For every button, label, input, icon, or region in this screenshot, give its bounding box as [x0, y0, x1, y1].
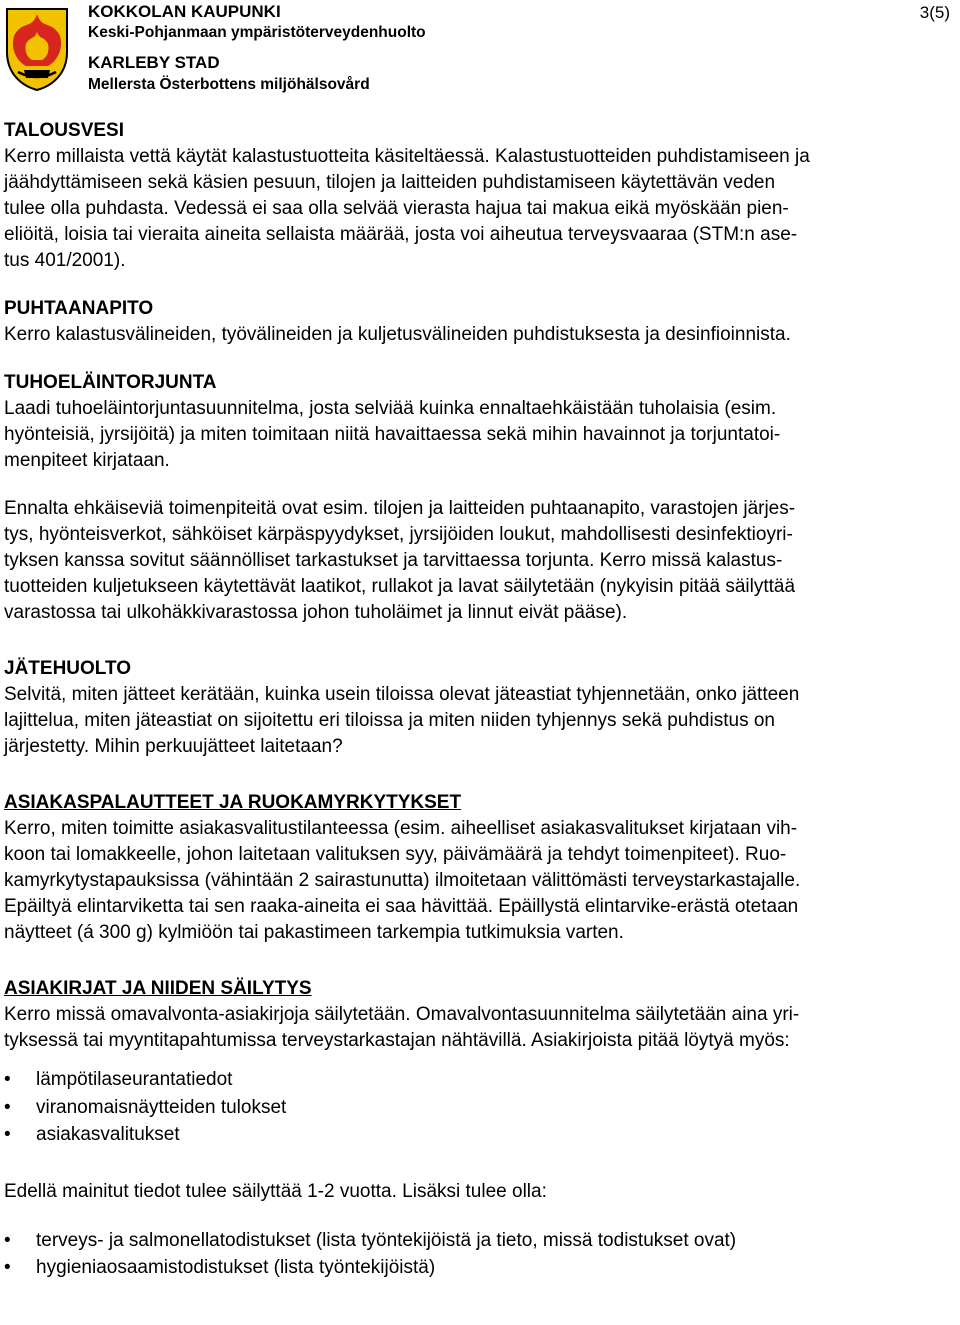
bullet-icon: • — [4, 1124, 11, 1145]
org-name-sv: KARLEBY STAD — [88, 53, 220, 72]
paragraph-line: varastossa tai ulkohäkkivarastossa johon tuholäimet ja linnut eivät pääse). — [4, 602, 628, 623]
org-subname-fi: Keski-Pohjanmaan ympäristöterveydenhuolto — [88, 24, 426, 41]
section-asiakaspalautteet — [4, 790, 950, 946]
bullet-icon: • — [4, 1257, 11, 1278]
list-item — [4, 1227, 950, 1255]
paragraph-line: Kerro, miten toimitte asiakasvalitustilanteessa (esim. aiheelliset asiakasvalitukset kirjataan vih- — [4, 818, 798, 839]
paragraph-line: järjestetty. Mihin perkuujätteet laitetaan? — [4, 736, 343, 757]
section-title: PUHTAANAPITO — [4, 298, 154, 319]
bullet-icon: • — [4, 1229, 11, 1251]
list-item-text: asiakasvalitukset — [36, 1124, 180, 1145]
section-puhtaanapito — [4, 296, 950, 348]
city-coat-of-arms-logo — [4, 6, 70, 92]
section-title: TALOUSVESI — [4, 120, 124, 141]
paragraph-line: menpiteet kirjataan. — [4, 450, 170, 471]
list-item — [4, 1121, 950, 1149]
paragraph-line: Kerro missä omavalvonta-asiakirjoja säilytetään. Omavalvontasuunnitelma säilytetään aina yri- — [4, 1004, 800, 1025]
list-item — [4, 1066, 950, 1094]
paragraph-line: jäähdyttämiseen sekä käsien pesuun, tilojen ja laitteiden puhdistamiseen käytettävän veden — [4, 172, 776, 193]
paragraph-line: Kerro kalastusvälineiden, työvälineiden ja kuljetusvälineiden puhdistuksesta ja desinfioinnista. — [4, 324, 791, 345]
paragraph-line: tyksen kanssa sovitut säännölliset tarkastukset ja tarvittaessa torjunta. Kerro missä kalastus- — [4, 550, 783, 571]
list-item-text: hygieniaosaamistodistukset (lista työntekijöistä) — [36, 1257, 436, 1278]
list-item-text: terveys- ja salmonellatodistukset (lista työntekijöistä ja tieto, missä todistukset ovat) — [36, 1229, 737, 1251]
section-asiakirjat — [4, 976, 950, 1282]
paragraph-line: kamyrkytystapauksissa (vähintään 2 sairastunutta) ilmoitetaan välittömästi terveystarkastajalle. — [4, 870, 801, 891]
section-title: TUHOELÄINTORJUNTA — [4, 372, 217, 393]
paragraph-line: hyönteisiä, jyrsijöitä) ja miten toimitaan niitä havaittaessa sekä mihin havainnot ja torjuntatoi- — [4, 424, 781, 445]
paragraph-line: Selvitä, miten jätteet kerätään, kuinka usein tiloissa olevat jäteastiat tyhjennetään, onko jätteen — [4, 684, 800, 705]
paragraph-line: Epäiltyä elintarviketta tai sen raaka-aineita ei saa hävittää. Epäillystä elintarvike-erästä otetaan — [4, 896, 799, 917]
bullet-list — [4, 1227, 950, 1282]
paragraph-line: näytteet (á 300 g) kylmiöön tai pakastimeen tarkempia tutkimuksia varten. — [4, 922, 624, 943]
paragraph-line: tus 401/2001). — [4, 250, 126, 271]
page-header — [0, 0, 960, 100]
list-item — [4, 1094, 950, 1122]
paragraph-line: Edellä mainitut tiedot tulee säilyttää 1-2 vuotta. Lisäksi tulee olla: — [4, 1180, 547, 1202]
paragraph-line: Laadi tuhoeläintorjuntasuunnitelma, josta selviää kuinka ennaltaehkäistään tuholaisia (esim. — [4, 398, 777, 419]
section-talousvesi — [4, 118, 950, 274]
list-item — [4, 1254, 950, 1282]
paragraph-line: Ennalta ehkäiseviä toimenpiteitä ovat esim. tilojen ja laitteiden puhtaanapito, varastojen järjes- — [4, 498, 796, 519]
paragraph-line: tulee olla puhdasta. Vedessä ei saa olla selvää vierasta hajua tai makua eikä myöskään pien- — [4, 198, 789, 219]
bullet-icon: • — [4, 1069, 11, 1090]
paragraph-line: tuotteiden kuljetukseen käytettävät laatikot, rullakot ja lavat säilytetään (nykyisin pitää säilyttää — [4, 576, 796, 597]
paragraph-line: tys, hyönteisverkot, sähköiset kärpäspyydykset, jyrsijöiden loukut, mahdollisesti desinfektioyri- — [4, 524, 793, 545]
document-body — [4, 118, 950, 1282]
bullet-list — [4, 1066, 950, 1149]
org-subname-sv: Mellersta Österbottens miljöhälsovård — [88, 76, 370, 93]
paragraph-line: eliöitä, loisia tai vieraita aineita sellaista määrää, josta voi aiheutua terveysvaaraa (STM:n ase- — [4, 224, 798, 245]
bullet-icon: • — [4, 1096, 11, 1118]
section-title: ASIAKASPALAUTTEET JA RUOKAMYRKYTYKSET — [4, 792, 462, 813]
org-name-fi: KOKKOLAN KAUPUNKI — [88, 2, 281, 21]
paragraph-line: Kerro millaista vettä käytät kalastustuotteita käsiteltäessä. Kalastustuotteiden puhdistamiseen ja — [4, 146, 810, 167]
list-item-text: viranomaisnäytteiden tulokset — [36, 1096, 287, 1118]
section-jatehuolto — [4, 656, 950, 760]
paragraph-line: koon tai lomakkeelle, johon laitetaan valituksen syy, päivämäärä ja tehdyt toimenpiteet). Ruo- — [4, 844, 787, 865]
list-item-text: lämpötilaseurantatiedot — [36, 1069, 233, 1090]
paragraph-line: tyksessä tai myyntitapahtumissa terveystarkastajan nähtävillä. Asiakirjoista pitää löytyä myös: — [4, 1030, 790, 1051]
section-title: ASIAKIRJAT JA NIIDEN SÄILYTYS — [4, 978, 312, 999]
section-tuhoelaintorjunta — [4, 370, 950, 626]
page-number: 3(5) — [919, 3, 950, 22]
paragraph-line: lajittelua, miten jäteastiat on sijoitettu eri tiloissa ja miten niiden tyhjennys sekä puhdistus on — [4, 710, 775, 731]
section-title: JÄTEHUOLTO — [4, 658, 132, 679]
